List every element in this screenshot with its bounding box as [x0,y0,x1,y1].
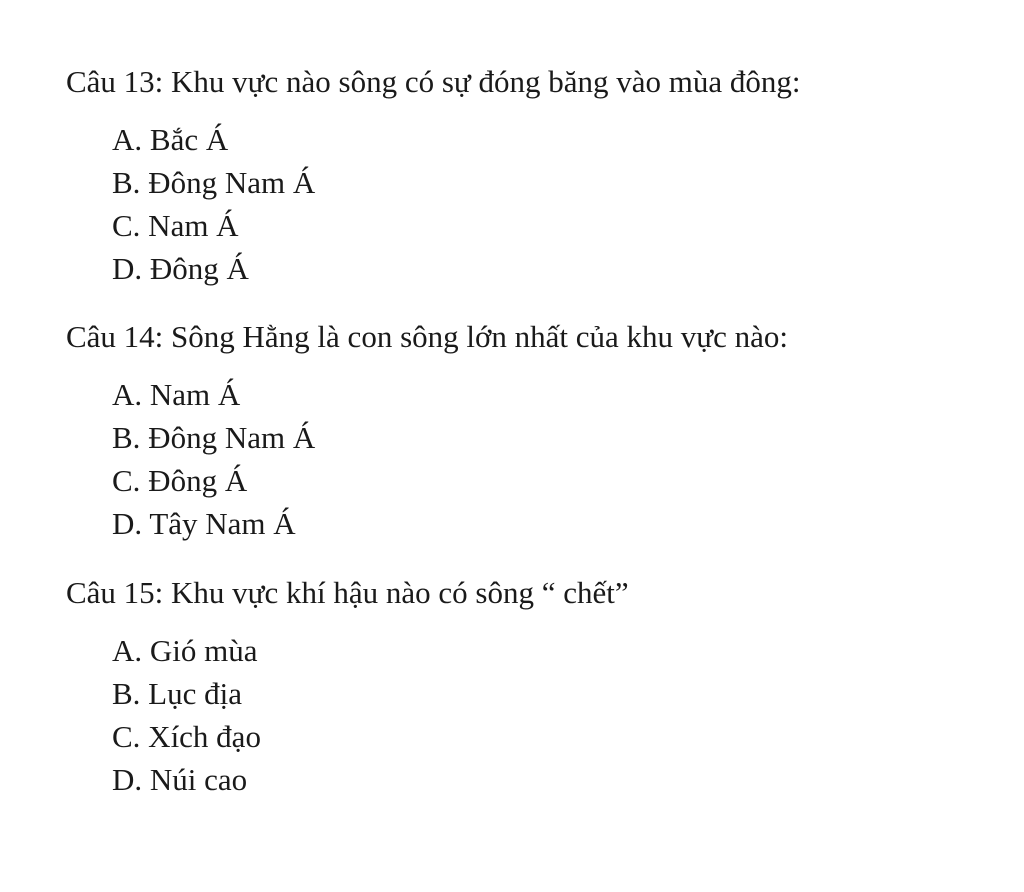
option-b: B. Đông Nam Á [112,165,316,200]
question-text: Câu 15: Khu vực khí hậu nào có sông “ chết” [66,575,629,610]
option-c: C. Đông Á [112,463,248,498]
option-list [66,373,986,545]
option-d: D. Đông Á [112,251,249,286]
option-b: B. Lục địa [112,676,242,711]
option-d: D. Tây Nam Á [112,506,296,541]
question-14 [66,317,986,545]
question-text: Câu 14: Sông Hằng là con sông lớn nhất của khu vực nào: [66,319,788,354]
option-list [66,118,986,290]
option-a: A. Nam Á [112,377,241,412]
option-c: C. Nam Á [112,208,239,243]
question-15 [66,573,986,801]
option-c: C. Xích đạo [112,719,261,754]
option-d: D. Núi cao [112,762,248,797]
option-list [66,629,986,801]
option-a: A. Gió mùa [112,633,258,668]
option-b: B. Đông Nam Á [112,420,316,455]
question-text: Câu 13: Khu vực nào sông có sự đóng băng vào mùa đông: [66,64,801,99]
question-13 [66,62,986,290]
option-a: A. Bắc Á [112,122,229,157]
